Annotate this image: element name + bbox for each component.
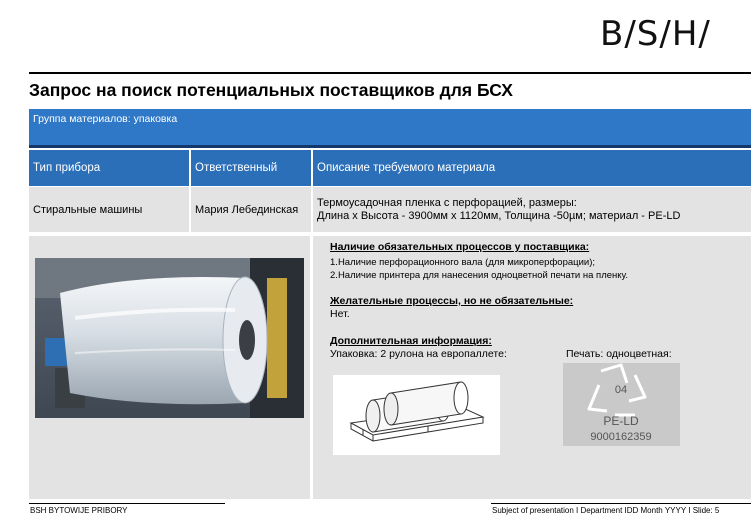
pallet-diagram [333, 375, 500, 455]
footer-slide-info: Subject of presentation I Department IDD Month YYYY I Slide: 5 [492, 506, 720, 515]
cell-responsible: Мария Лебединская [191, 187, 311, 232]
footer-rule-right [491, 503, 751, 504]
cell-description [313, 187, 751, 232]
required-item-1-num: 1. [330, 257, 338, 268]
desired-processes-value: Нет. [330, 308, 350, 320]
footer-rule-left [29, 503, 225, 504]
header-device-type: Тип прибора [29, 150, 189, 186]
recycle-material: PE-LD [603, 414, 639, 428]
required-item-2-num: 2. [330, 270, 338, 281]
required-item-2-text: Наличие принтера для нанесения одноцветной печати на пленку. [337, 270, 628, 281]
required-item-2 [330, 269, 628, 282]
page-title: Запрос на поиск потенциальных поставщиков для БСХ [29, 80, 513, 100]
description-line-2: Длина х Высота - 3900мм х 1120мм, Толщина -50µм; материал - PE-LD [317, 209, 681, 222]
required-processes-heading: Наличие обязательных процессов у поставщика: [330, 241, 590, 253]
header-responsible: Ответственный [191, 150, 311, 186]
description-line-1: Термоусадочная пленка с перфорацией, размеры: [317, 196, 577, 209]
header-description: Описание требуемого материала [313, 150, 751, 186]
bsh-logo: B/S/H/ [600, 14, 711, 54]
required-item-1 [330, 256, 595, 269]
packaging-text: Упаковка: 2 рулона на европаллете: [330, 348, 507, 360]
cell-device-type: Стиральные машины [29, 187, 189, 232]
recycling-symbol-icon [563, 363, 680, 446]
recycle-number: 04 [614, 384, 628, 396]
footer-company: BSH BYTOWIJE PRIBORY [30, 506, 128, 515]
header-divider [29, 72, 751, 74]
material-group-band [29, 109, 751, 148]
film-roll-photo [35, 258, 304, 418]
recycle-code: 9000162359 [590, 431, 652, 443]
material-group-label: Группа материалов: упаковка [33, 113, 178, 125]
print-text: Печать: одноцветная: [566, 348, 672, 360]
additional-info-heading: Дополнительная информация: [330, 335, 492, 347]
desired-processes-heading: Желательные процессы, но не обязательные: [330, 295, 574, 307]
required-item-1-text: Наличие перфорационного вала (для микроперфорации); [337, 257, 595, 268]
